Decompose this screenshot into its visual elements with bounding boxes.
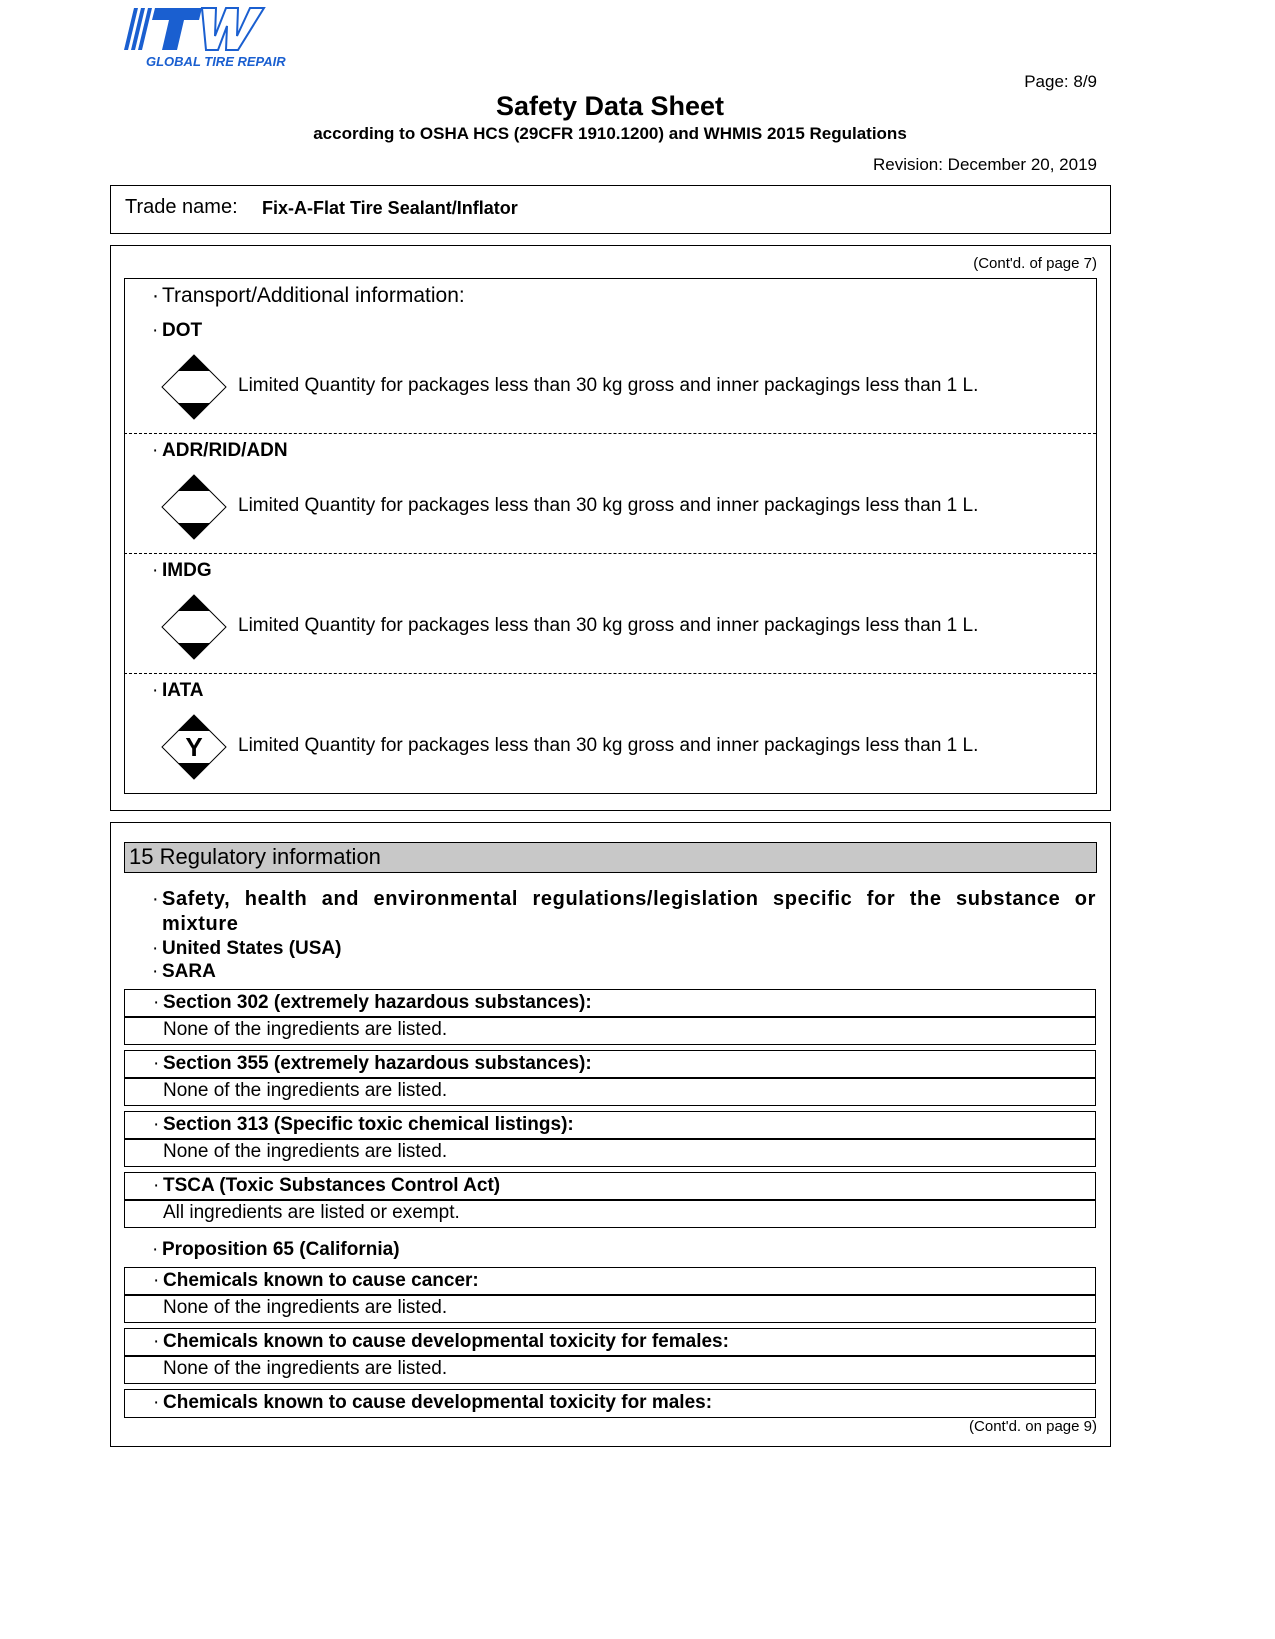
cancer-value-row [124,1294,1096,1323]
iata-symbol: Y [185,732,203,762]
cont-from-page: (Cont'd. of page 7) [973,255,1097,272]
transport-mode-label: · DOT [162,320,202,342]
trade-name-value: Fix-A-Flat Tire Sealant/Inflator [262,198,518,218]
transport-mode-label: · IATA [162,680,204,702]
regulations-heading [162,887,1096,937]
cancer-value: None of the ingredients are listed. [163,1297,448,1318]
itw-logo [122,4,286,70]
document-title: Safety Data Sheet [495,91,725,121]
s355-value: None of the ingredients are listed. [163,1080,448,1101]
limited-quantity-text: Limited Quantity for packages less than 30 kg gross and inner packagings less than 1 L. [238,375,979,396]
revision-date: Revision: December 20, 2019 [873,155,1097,174]
limited-quantity-text: Limited Quantity for packages less than 30 kg gross and inner packagings less than 1 L. [238,495,979,516]
logo-subtext: GLOBAL TIRE REPAIR [146,54,286,69]
tsca-value: All ingredients are listed or exempt. [163,1202,460,1223]
s302-label: · Section 302 (extremely hazardous substances): [163,992,592,1014]
trade-name-box [110,185,1111,234]
tsca-label-row [124,1172,1096,1201]
sara-label: · SARA [162,961,216,983]
divider [124,553,1096,554]
limited-quantity-text: Limited Quantity for packages less than 30 kg gross and inner packagings less than 1 L. [238,615,979,636]
usa-label: · United States (USA) [162,938,341,960]
section-title: 15 Regulatory information [129,844,381,869]
cancer-label-row [124,1267,1096,1296]
s313-label: · Section 313 (Specific toxic chemical listings): [163,1114,574,1136]
s355-label-row [124,1050,1096,1079]
females-label-row [124,1328,1096,1357]
limited-quantity-icon [160,593,228,661]
prop65-label: · Proposition 65 (California) [162,1239,400,1261]
s302-value-row [124,1016,1096,1045]
limited-quantity-icon [160,353,228,421]
females-label: · Chemicals known to cause developmental toxicity for females: [163,1331,729,1353]
transport-mode-label: · ADR/RID/ADN [162,440,288,462]
males-label: · Chemicals known to cause developmental toxicity for males: [163,1392,712,1414]
transport-heading: · Transport/Additional information: [162,284,465,308]
females-value-row [124,1355,1096,1384]
page-number: Page: 8/9 [1024,72,1097,91]
trade-name-label: Trade name: [125,196,238,218]
limited-quantity-y-icon [160,713,228,781]
tsca-value-row [124,1199,1096,1228]
tsca-label: · TSCA (Toxic Substances Control Act) [163,1175,500,1197]
transport-mode-label: · IMDG [162,560,212,582]
s302-label-row [124,989,1096,1018]
s355-label: · Section 355 (extremely hazardous substances): [163,1053,592,1075]
divider [124,433,1096,434]
s313-value: None of the ingredients are listed. [163,1141,448,1162]
document-subtitle: according to OSHA HCS (29CFR 1910.1200) and WHMIS 2015 Regulations [313,124,907,143]
s313-label-row [124,1111,1096,1140]
divider [124,673,1096,674]
males-label-row [124,1389,1096,1418]
s355-value-row [124,1077,1096,1106]
limited-quantity-icon [160,473,228,541]
limited-quantity-text: Limited Quantity for packages less than 30 kg gross and inner packagings less than 1 L. [238,735,979,756]
s302-value: None of the ingredients are listed. [163,1019,448,1040]
transport-inner-box [124,278,1097,794]
s313-value-row [124,1138,1096,1167]
itw-logo-graphic [122,4,282,54]
females-value: None of the ingredients are listed. [163,1358,448,1379]
cont-on-page: (Cont'd. on page 9) [969,1418,1097,1435]
regulations-heading-text: Safety, health and environmental regulations/legislation specific for the substance or mixture [162,888,1096,935]
cancer-label: · Chemicals known to cause cancer: [163,1270,479,1292]
section-title-bar [124,842,1097,873]
